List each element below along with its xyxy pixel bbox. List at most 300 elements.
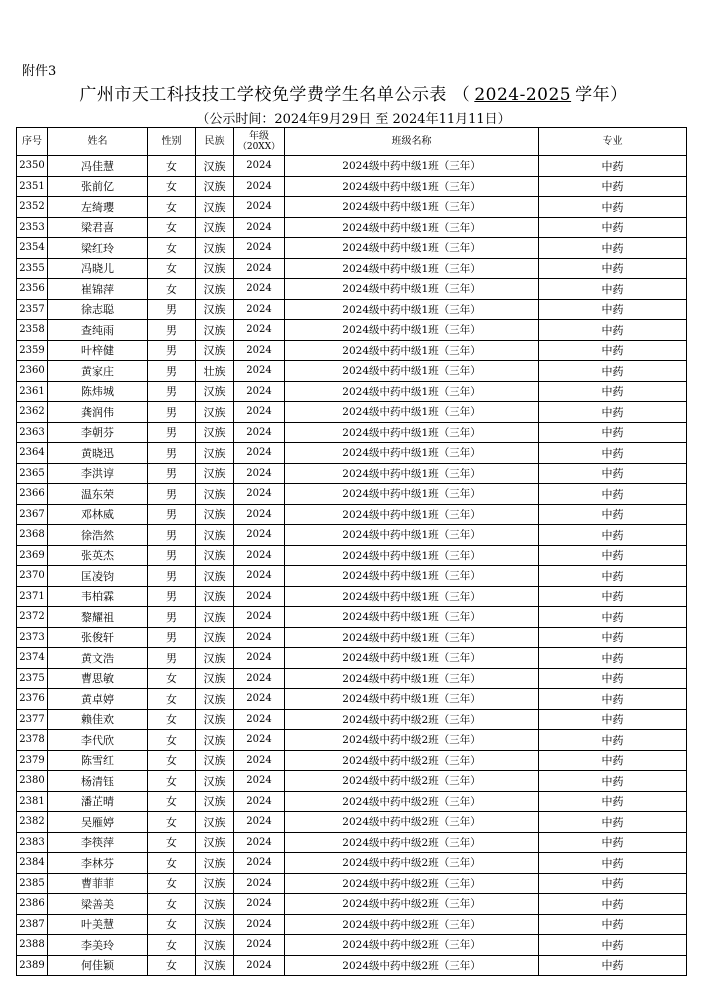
- table-row: [17, 484, 687, 505]
- cell-grade: 2024: [234, 525, 285, 546]
- cell-name: 叶梓健: [48, 340, 148, 361]
- cell-class: 2024级中药中级1班（三年）: [285, 627, 539, 648]
- cell-ethnicity: 汉族: [196, 894, 234, 915]
- cell-seq: 2383: [17, 832, 48, 853]
- cell-class: 2024级中药中级1班（三年）: [285, 238, 539, 259]
- table-row: [17, 771, 687, 792]
- cell-sex: 男: [148, 402, 196, 423]
- cell-major: 中药: [539, 832, 687, 853]
- cell-ethnicity: 汉族: [196, 545, 234, 566]
- cell-class: 2024级中药中级1班（三年）: [285, 340, 539, 361]
- cell-class: 2024级中药中级2班（三年）: [285, 750, 539, 771]
- table-row: [17, 402, 687, 423]
- cell-class: 2024级中药中级1班（三年）: [285, 279, 539, 300]
- cell-seq: 2377: [17, 709, 48, 730]
- table-row: [17, 279, 687, 300]
- cell-sex: 男: [148, 545, 196, 566]
- cell-seq: 2362: [17, 402, 48, 423]
- cell-major: 中药: [539, 299, 687, 320]
- cell-seq: 2385: [17, 873, 48, 894]
- cell-class: 2024级中药中级1班（三年）: [285, 607, 539, 628]
- cell-ethnicity: 汉族: [196, 258, 234, 279]
- cell-class: 2024级中药中级2班（三年）: [285, 730, 539, 751]
- cell-major: 中药: [539, 627, 687, 648]
- table-row: [17, 381, 687, 402]
- table-row: [17, 730, 687, 751]
- cell-grade: 2024: [234, 279, 285, 300]
- cell-seq: 2374: [17, 648, 48, 669]
- cell-name: 李洪谆: [48, 463, 148, 484]
- cell-grade: 2024: [234, 422, 285, 443]
- cell-seq: 2368: [17, 525, 48, 546]
- cell-ethnicity: 汉族: [196, 279, 234, 300]
- cell-seq: 2380: [17, 771, 48, 792]
- cell-grade: 2024: [234, 299, 285, 320]
- cell-ethnicity: 汉族: [196, 853, 234, 874]
- cell-grade: 2024: [234, 217, 285, 238]
- cell-sex: 男: [148, 525, 196, 546]
- cell-seq: 2388: [17, 935, 48, 956]
- cell-major: 中药: [539, 607, 687, 628]
- cell-grade: 2024: [234, 402, 285, 423]
- cell-sex: 女: [148, 873, 196, 894]
- cell-ethnicity: 汉族: [196, 709, 234, 730]
- cell-name: 陈雪红: [48, 750, 148, 771]
- cell-seq: 2359: [17, 340, 48, 361]
- table-row: [17, 832, 687, 853]
- cell-grade: 2024: [234, 504, 285, 525]
- cell-name: 崔锦萍: [48, 279, 148, 300]
- cell-sex: 男: [148, 422, 196, 443]
- cell-name: 陈炜城: [48, 381, 148, 402]
- cell-class: 2024级中药中级1班（三年）: [285, 586, 539, 607]
- cell-sex: 女: [148, 914, 196, 935]
- cell-major: 中药: [539, 853, 687, 874]
- cell-grade: 2024: [234, 443, 285, 464]
- cell-sex: 女: [148, 668, 196, 689]
- cell-seq: 2378: [17, 730, 48, 751]
- cell-ethnicity: 汉族: [196, 791, 234, 812]
- cell-name: 梁君喜: [48, 217, 148, 238]
- cell-ethnicity: 汉族: [196, 197, 234, 218]
- cell-seq: 2389: [17, 955, 48, 976]
- cell-name: 李美玲: [48, 935, 148, 956]
- cell-seq: 2373: [17, 627, 48, 648]
- cell-major: 中药: [539, 340, 687, 361]
- cell-sex: 女: [148, 217, 196, 238]
- cell-name: 查纯雨: [48, 320, 148, 341]
- cell-class: 2024级中药中级2班（三年）: [285, 853, 539, 874]
- cell-name: 梁红玲: [48, 238, 148, 259]
- cell-class: 2024级中药中级1班（三年）: [285, 504, 539, 525]
- cell-class: 2024级中药中级1班（三年）: [285, 320, 539, 341]
- cell-major: 中药: [539, 238, 687, 259]
- cell-name: 黄家庄: [48, 361, 148, 382]
- cell-major: 中药: [539, 955, 687, 976]
- cell-seq: 2365: [17, 463, 48, 484]
- cell-name: 黄晓迅: [48, 443, 148, 464]
- cell-sex: 女: [148, 791, 196, 812]
- cell-ethnicity: 汉族: [196, 463, 234, 484]
- cell-sex: 男: [148, 484, 196, 505]
- cell-name: 冯佳慧: [48, 156, 148, 177]
- cell-sex: 男: [148, 607, 196, 628]
- table-row: [17, 258, 687, 279]
- cell-sex: 男: [148, 340, 196, 361]
- cell-name: 冯晓儿: [48, 258, 148, 279]
- cell-sex: 男: [148, 381, 196, 402]
- cell-seq: 2366: [17, 484, 48, 505]
- cell-name: 吴雁婷: [48, 812, 148, 833]
- title-year: 2024-2025: [474, 85, 572, 105]
- student-roster-table: [16, 127, 687, 976]
- cell-ethnicity: 汉族: [196, 238, 234, 259]
- cell-seq: 2353: [17, 217, 48, 238]
- cell-grade: 2024: [234, 197, 285, 218]
- table-row: [17, 545, 687, 566]
- cell-sex: 男: [148, 320, 196, 341]
- cell-ethnicity: 汉族: [196, 832, 234, 853]
- cell-ethnicity: 汉族: [196, 648, 234, 669]
- cell-ethnicity: 汉族: [196, 586, 234, 607]
- cell-class: 2024级中药中级2班（三年）: [285, 812, 539, 833]
- cell-major: 中药: [539, 422, 687, 443]
- cell-name: 黎耀祖: [48, 607, 148, 628]
- cell-seq: 2387: [17, 914, 48, 935]
- cell-ethnicity: 汉族: [196, 402, 234, 423]
- cell-grade: 2024: [234, 463, 285, 484]
- header-name: 姓名: [48, 128, 148, 156]
- cell-name: 曹菲菲: [48, 873, 148, 894]
- cell-ethnicity: 汉族: [196, 935, 234, 956]
- cell-class: 2024级中药中级1班（三年）: [285, 176, 539, 197]
- cell-class: 2024级中药中级1班（三年）: [285, 443, 539, 464]
- cell-major: 中药: [539, 463, 687, 484]
- cell-grade: 2024: [234, 361, 285, 382]
- header-ethnicity: 民族: [196, 128, 234, 156]
- cell-name: 杨清钰: [48, 771, 148, 792]
- table-row: [17, 361, 687, 382]
- header-sex: 性别: [148, 128, 196, 156]
- publicity-period: （公示时间：2024年9月29日 至 2024年11月11日）: [196, 112, 511, 127]
- cell-major: 中药: [539, 217, 687, 238]
- cell-class: 2024级中药中级1班（三年）: [285, 217, 539, 238]
- cell-seq: 2360: [17, 361, 48, 382]
- cell-sex: 女: [148, 935, 196, 956]
- cell-ethnicity: 壮族: [196, 361, 234, 382]
- cell-name: 张俊轩: [48, 627, 148, 648]
- cell-class: 2024级中药中级1班（三年）: [285, 668, 539, 689]
- cell-seq: 2356: [17, 279, 48, 300]
- cell-major: 中药: [539, 709, 687, 730]
- cell-major: 中药: [539, 361, 687, 382]
- cell-sex: 男: [148, 566, 196, 587]
- cell-name: 何佳颖: [48, 955, 148, 976]
- cell-grade: 2024: [234, 914, 285, 935]
- cell-major: 中药: [539, 668, 687, 689]
- table-row: [17, 320, 687, 341]
- cell-seq: 2367: [17, 504, 48, 525]
- cell-ethnicity: 汉族: [196, 504, 234, 525]
- cell-name: 李林芬: [48, 853, 148, 874]
- cell-sex: 男: [148, 627, 196, 648]
- header-major: 专业: [539, 128, 687, 156]
- table-row: [17, 463, 687, 484]
- cell-grade: 2024: [234, 258, 285, 279]
- cell-class: 2024级中药中级1班（三年）: [285, 463, 539, 484]
- cell-major: 中药: [539, 484, 687, 505]
- cell-grade: 2024: [234, 381, 285, 402]
- table-row: [17, 812, 687, 833]
- cell-sex: 女: [148, 156, 196, 177]
- cell-seq: 2357: [17, 299, 48, 320]
- cell-class: 2024级中药中级1班（三年）: [285, 402, 539, 423]
- table-row: [17, 525, 687, 546]
- cell-major: 中药: [539, 443, 687, 464]
- cell-name: 李朝芬: [48, 422, 148, 443]
- cell-grade: 2024: [234, 709, 285, 730]
- cell-seq: 2375: [17, 668, 48, 689]
- cell-name: 徐浩然: [48, 525, 148, 546]
- cell-ethnicity: 汉族: [196, 955, 234, 976]
- cell-seq: 2382: [17, 812, 48, 833]
- cell-class: 2024级中药中级2班（三年）: [285, 873, 539, 894]
- cell-grade: 2024: [234, 156, 285, 177]
- cell-grade: 2024: [234, 873, 285, 894]
- page-title: [0, 80, 707, 105]
- cell-ethnicity: 汉族: [196, 381, 234, 402]
- cell-major: 中药: [539, 258, 687, 279]
- table-row: [17, 422, 687, 443]
- cell-ethnicity: 汉族: [196, 156, 234, 177]
- header-grade-line1: 年级: [249, 130, 269, 142]
- cell-ethnicity: 汉族: [196, 812, 234, 833]
- cell-class: 2024级中药中级1班（三年）: [285, 689, 539, 710]
- cell-ethnicity: 汉族: [196, 689, 234, 710]
- table-row: [17, 791, 687, 812]
- table-row: [17, 566, 687, 587]
- cell-grade: 2024: [234, 955, 285, 976]
- cell-grade: 2024: [234, 627, 285, 648]
- cell-sex: 女: [148, 812, 196, 833]
- cell-seq: 2372: [17, 607, 48, 628]
- cell-class: 2024级中药中级2班（三年）: [285, 832, 539, 853]
- table-row: [17, 689, 687, 710]
- cell-major: 中药: [539, 504, 687, 525]
- cell-ethnicity: 汉族: [196, 217, 234, 238]
- cell-ethnicity: 汉族: [196, 873, 234, 894]
- table-row: [17, 197, 687, 218]
- cell-seq: 2379: [17, 750, 48, 771]
- cell-seq: 2358: [17, 320, 48, 341]
- cell-class: 2024级中药中级1班（三年）: [285, 545, 539, 566]
- cell-grade: 2024: [234, 812, 285, 833]
- cell-grade: 2024: [234, 340, 285, 361]
- table-row: [17, 340, 687, 361]
- cell-class: 2024级中药中级1班（三年）: [285, 156, 539, 177]
- cell-major: 中药: [539, 812, 687, 833]
- cell-major: 中药: [539, 873, 687, 894]
- cell-class: 2024级中药中级1班（三年）: [285, 299, 539, 320]
- cell-sex: 女: [148, 894, 196, 915]
- table-row: [17, 627, 687, 648]
- table-row: [17, 607, 687, 628]
- cell-sex: 男: [148, 648, 196, 669]
- cell-name: 李代欣: [48, 730, 148, 751]
- cell-major: 中药: [539, 545, 687, 566]
- cell-class: 2024级中药中级2班（三年）: [285, 894, 539, 915]
- cell-name: 温东荣: [48, 484, 148, 505]
- cell-name: 张前亿: [48, 176, 148, 197]
- table-row: [17, 955, 687, 976]
- cell-ethnicity: 汉族: [196, 566, 234, 587]
- cell-major: 中药: [539, 197, 687, 218]
- cell-grade: 2024: [234, 238, 285, 259]
- cell-class: 2024级中药中级1班（三年）: [285, 484, 539, 505]
- cell-seq: 2376: [17, 689, 48, 710]
- cell-seq: 2371: [17, 586, 48, 607]
- table-row: [17, 238, 687, 259]
- cell-class: 2024级中药中级1班（三年）: [285, 525, 539, 546]
- table-body: [17, 156, 687, 976]
- table-row: [17, 873, 687, 894]
- cell-name: 徐志聪: [48, 299, 148, 320]
- cell-class: 2024级中药中级1班（三年）: [285, 381, 539, 402]
- cell-name: 匡凌钧: [48, 566, 148, 587]
- table-row: [17, 648, 687, 669]
- cell-ethnicity: 汉族: [196, 525, 234, 546]
- header-seq: 序号: [17, 128, 48, 156]
- cell-major: 中药: [539, 750, 687, 771]
- cell-seq: 2361: [17, 381, 48, 402]
- cell-grade: 2024: [234, 566, 285, 587]
- table-row: [17, 443, 687, 464]
- cell-grade: 2024: [234, 668, 285, 689]
- cell-grade: 2024: [234, 648, 285, 669]
- table-row: [17, 156, 687, 177]
- cell-grade: 2024: [234, 320, 285, 341]
- cell-sex: 女: [148, 709, 196, 730]
- header-grade-line2: （20XX）: [237, 141, 281, 152]
- cell-ethnicity: 汉族: [196, 299, 234, 320]
- cell-seq: 2364: [17, 443, 48, 464]
- cell-sex: 女: [148, 750, 196, 771]
- cell-ethnicity: 汉族: [196, 176, 234, 197]
- cell-ethnicity: 汉族: [196, 730, 234, 751]
- cell-major: 中药: [539, 771, 687, 792]
- header-class: 班级名称: [285, 128, 539, 156]
- cell-class: 2024级中药中级2班（三年）: [285, 955, 539, 976]
- cell-class: 2024级中药中级1班（三年）: [285, 361, 539, 382]
- cell-seq: 2363: [17, 422, 48, 443]
- cell-class: 2024级中药中级2班（三年）: [285, 914, 539, 935]
- cell-seq: 2386: [17, 894, 48, 915]
- cell-class: 2024级中药中级1班（三年）: [285, 648, 539, 669]
- cell-seq: 2350: [17, 156, 48, 177]
- cell-major: 中药: [539, 176, 687, 197]
- header-grade: [234, 128, 285, 156]
- cell-class: 2024级中药中级2班（三年）: [285, 935, 539, 956]
- cell-name: 左绮瓔: [48, 197, 148, 218]
- cell-ethnicity: 汉族: [196, 320, 234, 341]
- cell-name: 潘芷晴: [48, 791, 148, 812]
- table-row: [17, 914, 687, 935]
- cell-grade: 2024: [234, 935, 285, 956]
- cell-grade: 2024: [234, 791, 285, 812]
- title-prefix: 广州市天工科技技工学校免学费学生名单公示表 （: [79, 85, 471, 105]
- table-row: [17, 176, 687, 197]
- cell-sex: 女: [148, 176, 196, 197]
- table-row: [17, 217, 687, 238]
- cell-sex: 男: [148, 586, 196, 607]
- cell-major: 中药: [539, 935, 687, 956]
- cell-seq: 2354: [17, 238, 48, 259]
- table-row: [17, 709, 687, 730]
- cell-major: 中药: [539, 730, 687, 751]
- cell-ethnicity: 汉族: [196, 627, 234, 648]
- cell-sex: 女: [148, 197, 196, 218]
- cell-class: 2024级中药中级1班（三年）: [285, 258, 539, 279]
- cell-grade: 2024: [234, 853, 285, 874]
- cell-major: 中药: [539, 320, 687, 341]
- table-row: [17, 894, 687, 915]
- cell-seq: 2352: [17, 197, 48, 218]
- cell-sex: 女: [148, 258, 196, 279]
- cell-ethnicity: 汉族: [196, 443, 234, 464]
- cell-class: 2024级中药中级1班（三年）: [285, 422, 539, 443]
- cell-sex: 女: [148, 955, 196, 976]
- cell-major: 中药: [539, 402, 687, 423]
- cell-sex: 男: [148, 463, 196, 484]
- cell-sex: 女: [148, 832, 196, 853]
- cell-ethnicity: 汉族: [196, 771, 234, 792]
- table-row: [17, 668, 687, 689]
- cell-sex: 男: [148, 361, 196, 382]
- cell-class: 2024级中药中级1班（三年）: [285, 566, 539, 587]
- cell-grade: 2024: [234, 771, 285, 792]
- cell-major: 中药: [539, 525, 687, 546]
- cell-major: 中药: [539, 914, 687, 935]
- cell-grade: 2024: [234, 689, 285, 710]
- cell-grade: 2024: [234, 730, 285, 751]
- cell-major: 中药: [539, 791, 687, 812]
- cell-sex: 女: [148, 771, 196, 792]
- cell-class: 2024级中药中级2班（三年）: [285, 771, 539, 792]
- cell-ethnicity: 汉族: [196, 668, 234, 689]
- cell-ethnicity: 汉族: [196, 750, 234, 771]
- cell-name: 赖佳欢: [48, 709, 148, 730]
- cell-sex: 女: [148, 238, 196, 259]
- cell-grade: 2024: [234, 484, 285, 505]
- cell-ethnicity: 汉族: [196, 914, 234, 935]
- cell-sex: 女: [148, 689, 196, 710]
- cell-class: 2024级中药中级1班（三年）: [285, 197, 539, 218]
- cell-major: 中药: [539, 689, 687, 710]
- cell-name: 曹思敏: [48, 668, 148, 689]
- cell-major: 中药: [539, 894, 687, 915]
- cell-grade: 2024: [234, 176, 285, 197]
- table-header: [17, 128, 687, 156]
- table-row: [17, 853, 687, 874]
- cell-name: 韦柏霖: [48, 586, 148, 607]
- cell-name: 邓林威: [48, 504, 148, 525]
- cell-name: 黄卓婷: [48, 689, 148, 710]
- cell-grade: 2024: [234, 586, 285, 607]
- cell-grade: 2024: [234, 607, 285, 628]
- cell-name: 龚润伟: [48, 402, 148, 423]
- table-row: [17, 299, 687, 320]
- cell-class: 2024级中药中级2班（三年）: [285, 709, 539, 730]
